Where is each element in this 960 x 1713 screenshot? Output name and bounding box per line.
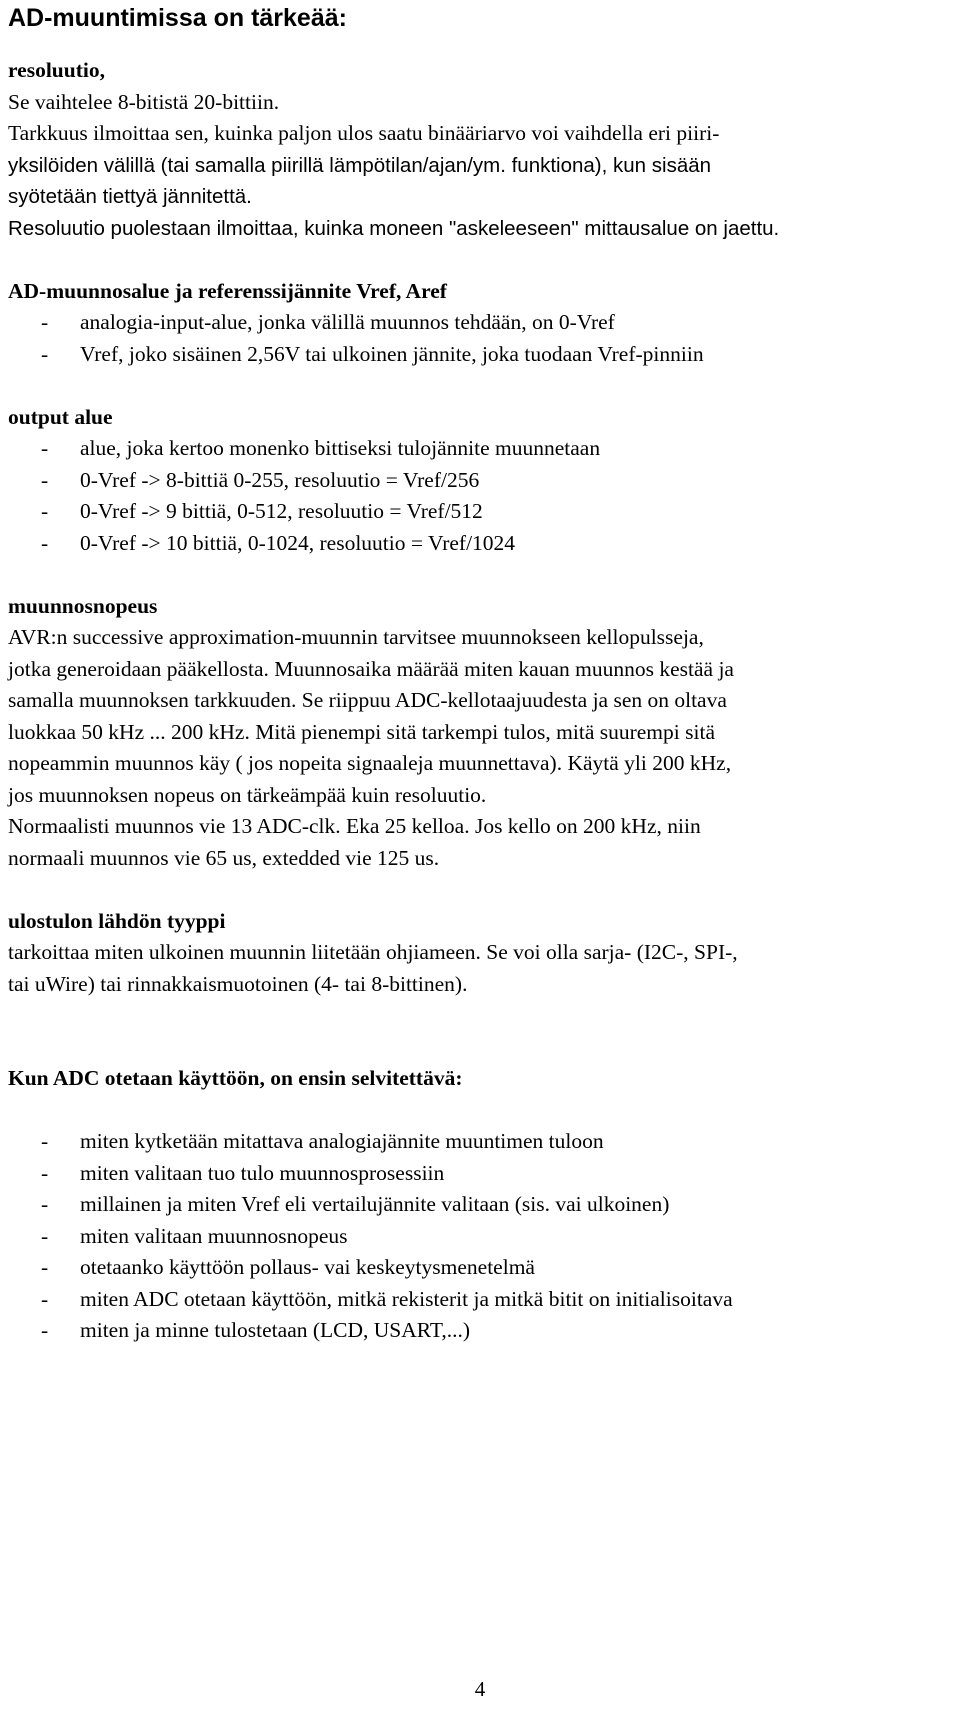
- list-item-text: 0-Vref -> 9 bittiä, 0-512, resoluutio = Vref/512: [80, 499, 483, 523]
- output-type-line: tai uWire) tai rinnakkaismuotoinen (4- tai 8-bittinen).: [8, 971, 468, 996]
- speed-heading: muunnosnopeus: [8, 593, 158, 618]
- dash-bullet: -: [41, 310, 49, 334]
- resolution-heading: resoluutio,: [8, 58, 105, 82]
- dash-bullet: -: [41, 341, 49, 366]
- list-item-text: miten valitaan tuo tulo muunnosprosessiin: [80, 1160, 445, 1185]
- section-output: [8, 402, 952, 560]
- list-item: [8, 1315, 952, 1347]
- section-resolution: [8, 55, 952, 244]
- list-item: [8, 1126, 952, 1158]
- list-item-text: Vref, joko sisäinen 2,56V tai ulkoinen jännite, joka tuodaan Vref-pinniin: [80, 341, 704, 366]
- section-adc-usage: [8, 1063, 952, 1347]
- speed-line: normaali muunnos vie 65 us, extedded vie 125 us.: [8, 845, 440, 870]
- list-item-text: millainen ja miten Vref eli vertailujännite valitaan (sis. vai ulkoinen): [80, 1192, 670, 1216]
- section-output-type: [8, 906, 952, 1001]
- list-item-text: miten valitaan muunnosnopeus: [80, 1223, 348, 1248]
- spacer: [8, 244, 952, 276]
- list-item: [8, 433, 952, 465]
- list-item: [8, 528, 952, 560]
- list-item-text: 0-Vref -> 10 bittiä, 0-1024, resoluutio = Vref/1024: [80, 530, 516, 555]
- dash-bullet: -: [41, 530, 49, 555]
- speed-line: jotka generoidaan pääkellosta. Muunnosaika määrää miten kauan muunnos kestää ja: [8, 656, 734, 681]
- page-number: 4: [474, 1677, 486, 1701]
- speed-line: luokkaa 50 kHz ... 200 kHz. Mitä pienempi sitä tarkempi tulos, mitä suurempi sitä: [8, 719, 715, 744]
- list-item-text: miten ADC otetaan käyttöön, mitkä rekisterit ja mitkä bitit on initialisoitava: [80, 1286, 733, 1311]
- section-speed: [8, 591, 952, 875]
- range-list: [8, 307, 952, 370]
- list-item: [8, 496, 952, 528]
- document-page: [8, 0, 952, 1347]
- spacer: [8, 1095, 952, 1127]
- speed-line: jos muunnoksen nopeus on tärkeämpää kuin resoluutio.: [8, 782, 487, 807]
- output-heading: output alue: [8, 404, 113, 429]
- list-item-text: otetaanko käyttöön pollaus- vai keskeytysmenetelmä: [80, 1255, 535, 1279]
- dash-bullet: -: [41, 1223, 49, 1248]
- list-item: [8, 1252, 952, 1284]
- list-item-text: alue, joka kertoo monenko bittiseksi tulojännite muunnetaan: [80, 436, 601, 460]
- adc-usage-heading: Kun ADC otetaan käyttöön, on ensin selvitettävä:: [8, 1066, 463, 1090]
- list-item: [8, 307, 952, 339]
- resolution-line: syötetään tiettyä jännitettä.: [8, 185, 252, 208]
- speed-line: Normaalisti muunnos vie 13 ADC-clk. Eka 25 kelloa. Jos kello on 200 kHz, niin: [8, 814, 701, 838]
- spacer: [8, 874, 952, 906]
- dash-bullet: -: [41, 467, 49, 492]
- list-item-text: 0-Vref -> 8-bittiä 0-255, resoluutio = Vref/256: [80, 467, 480, 492]
- output-type-line: tarkoittaa miten ulkoinen muunnin liitetään ohjiameen. Se voi olla sarja- (I2C-, SPI-,: [8, 940, 738, 964]
- dash-bullet: -: [41, 1192, 49, 1216]
- speed-line: nopeammin muunnos käy ( jos nopeita signaaleja muunnettava). Käytä yli 200 kHz,: [8, 751, 732, 775]
- list-item: [8, 465, 952, 497]
- spacer: [8, 1000, 952, 1063]
- list-item: [8, 1158, 952, 1190]
- list-item-text: analogia-input-alue, jonka välillä muunnos tehdään, on 0-Vref: [80, 310, 615, 334]
- adc-usage-list: [8, 1126, 952, 1347]
- list-item-text: miten ja minne tulostetaan (LCD, USART,...): [80, 1318, 471, 1342]
- page-title: AD-muuntimissa on tärkeää:: [8, 4, 347, 32]
- list-item: [8, 339, 952, 371]
- spacer: [8, 559, 952, 591]
- output-type-heading: ulostulon lähdön tyyppi: [8, 908, 226, 933]
- resolution-line: Se vaihtelee 8-bitistä 20-bittiin.: [8, 89, 280, 114]
- speed-line: AVR:n successive approximation-muunnin tarvitsee muunnokseen kellopulsseja,: [8, 625, 704, 649]
- list-item: [8, 1189, 952, 1221]
- output-list: [8, 433, 952, 559]
- range-heading: AD-muunnosalue ja referenssijännite Vref, Aref: [8, 278, 447, 303]
- dash-bullet: -: [41, 1318, 49, 1342]
- list-item: [8, 1284, 952, 1316]
- dash-bullet: -: [41, 1129, 49, 1153]
- section-range: [8, 276, 952, 371]
- dash-bullet: -: [41, 499, 49, 523]
- dash-bullet: -: [41, 1255, 49, 1279]
- dash-bullet: -: [41, 1160, 49, 1185]
- list-item-text: miten kytketään mitattava analogiajännite muuntimen tuloon: [80, 1129, 604, 1153]
- resolution-line: Resoluutio puolestaan ilmoittaa, kuinka moneen "askeleeseen" mittausalue on jaettu.: [8, 216, 780, 240]
- dash-bullet: -: [41, 436, 49, 460]
- dash-bullet: -: [41, 1286, 49, 1311]
- spacer: [8, 370, 952, 402]
- speed-line: samalla muunnoksen tarkkuuden. Se riippuu ADC-kellotaajuudesta ja sen on oltava: [8, 688, 727, 712]
- list-item: [8, 1221, 952, 1253]
- resolution-line: Tarkkuus ilmoittaa sen, kuinka paljon ulos saatu binääriarvo voi vaihdella eri piiri-: [8, 121, 720, 145]
- resolution-line: yksilöiden välillä (tai samalla piirillä lämpötilan/ajan/ym. funktiona), kun sisään: [8, 153, 712, 177]
